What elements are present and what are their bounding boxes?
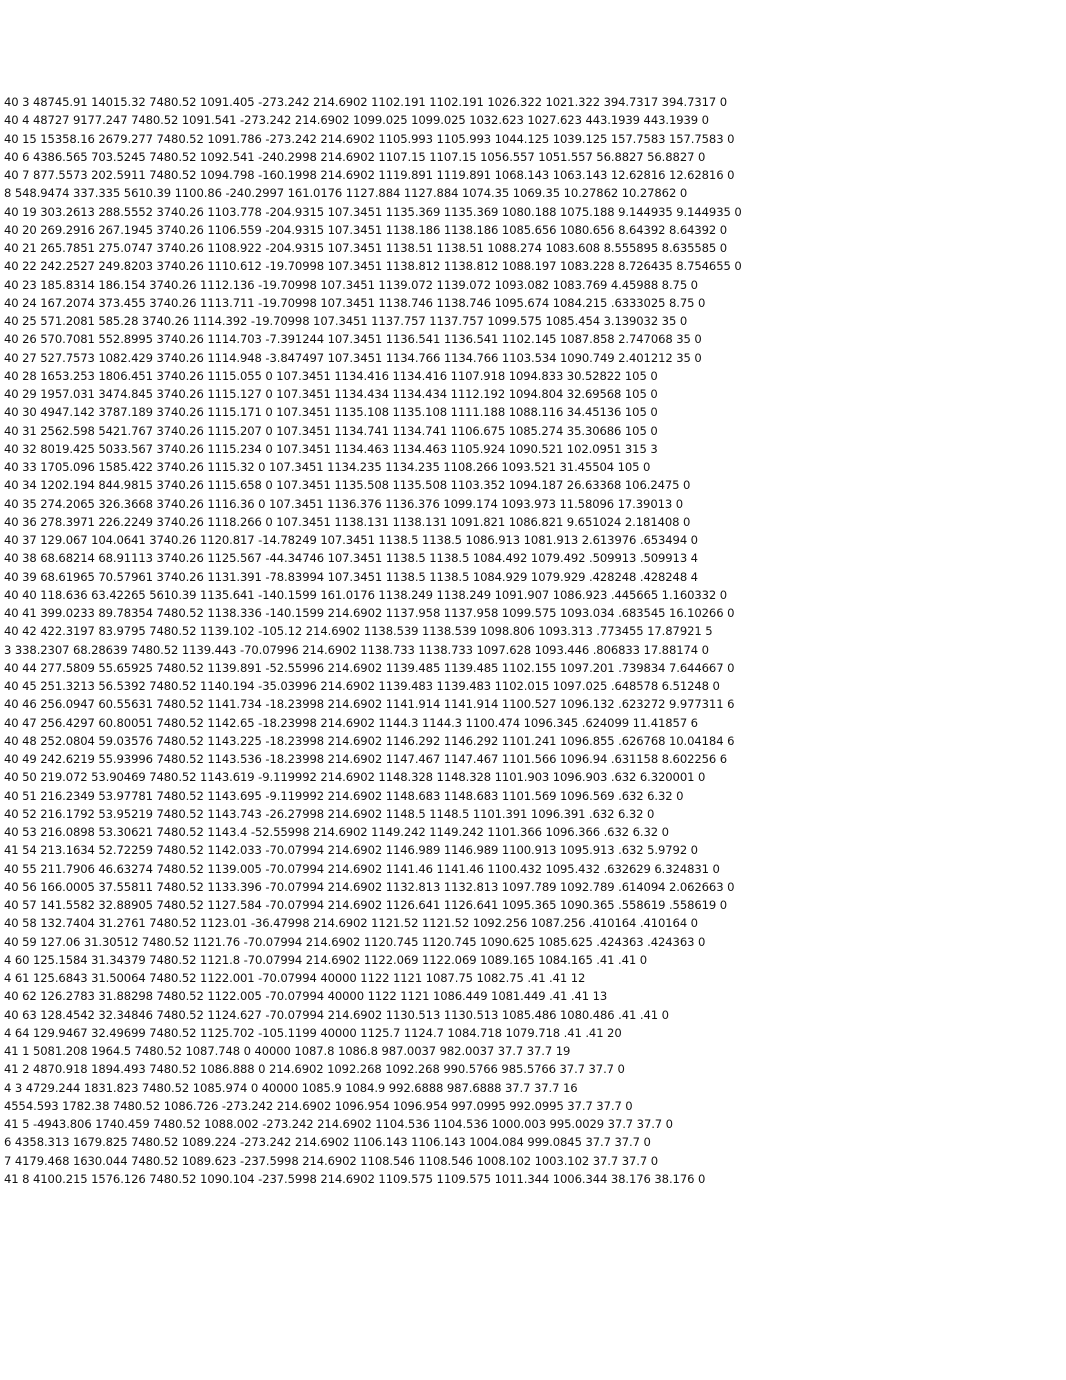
data-row: 40 51 216.2349 53.97781 7480.52 1143.695 -9.119992 214.6902 1148.683 1148.683 1101.569 1096.569 .632 6.32 0 bbox=[4, 788, 684, 803]
data-row: 40 41 399.0233 89.78354 7480.52 1138.336 -140.1599 214.6902 1137.958 1137.958 1099.575 1093.034 .683545 16.10266 0 bbox=[4, 606, 735, 620]
data-row: 41 54 213.1634 52.72259 7480.52 1142.033 -70.07994 214.6902 1146.989 1146.989 1100.913 1095.913 .632 5.9792 0 bbox=[4, 843, 698, 858]
data-row: 40 58 132.7404 31.2761 7480.52 1123.01 -36.47998 214.6902 1121.52 1121.52 1092.256 1087.256 .410164 .410164 0 bbox=[4, 916, 698, 931]
data-row: 40 53 216.0898 53.30621 7480.52 1143.4 -52.55998 214.6902 1149.242 1149.242 1101.366 1096.366 .632 6.32 0 bbox=[4, 825, 669, 839]
data-row: 40 56 166.0005 37.55811 7480.52 1133.396 -70.07994 214.6902 1132.813 1132.813 1097.789 1092.789 .614094 2.062663 0 bbox=[4, 879, 735, 894]
data-row: 40 59 127.06 31.30512 7480.52 1121.76 -70.07994 214.6902 1120.745 1120.745 1090.625 1085.625 .424363 .424363 0 bbox=[4, 934, 706, 949]
data-row: 40 4 48727 9177.247 7480.52 1091.541 -273.242 214.6902 1099.025 1099.025 1032.623 1027.623 443.1939 443.1939 0 bbox=[4, 113, 709, 128]
data-row: 41 8 4100.215 1576.126 7480.52 1090.104 -237.5998 214.6902 1109.575 1109.575 1011.344 1006.344 38.176 38.176 0 bbox=[4, 1171, 706, 1186]
data-row: 40 20 269.2916 267.1945 3740.26 1106.559 -204.9315 107.3451 1138.186 1138.186 1085.656 1080.656 8.64392 8.64392 0 bbox=[4, 222, 728, 237]
data-row: 40 45 251.3213 56.5392 7480.52 1140.194 -35.03996 214.6902 1139.483 1139.483 1102.015 1097.025 .648578 6.51248 0 bbox=[4, 679, 720, 693]
data-row: 40 40 118.636 63.42265 5610.39 1135.641 -140.1599 161.0176 1138.249 1138.249 1091.907 1086.923 .445665 1.160332 0 bbox=[4, 587, 728, 602]
data-row: 40 24 167.2074 373.455 3740.26 1113.711 -19.70998 107.3451 1138.746 1138.746 1095.674 1084.215 .6333025 8.75 0 bbox=[4, 295, 706, 310]
data-row: 40 52 216.1792 53.95219 7480.52 1143.743 -26.27998 214.6902 1148.5 1148.5 1101.391 1096.391 .632 6.32 0 bbox=[4, 806, 655, 821]
data-row: 40 36 278.3971 226.2249 3740.26 1118.266 0 107.3451 1138.131 1138.131 1091.821 1086.821 9.651024 2.181408 0 bbox=[4, 514, 691, 529]
data-row: 3 338.2307 68.28639 7480.52 1139.443 -70.07996 214.6902 1138.733 1138.733 1097.628 1093.446 .806833 17.88174 0 bbox=[4, 642, 709, 657]
data-row: 40 31 2562.598 5421.767 3740.26 1115.207 0 107.3451 1134.741 1134.741 1106.675 1085.274 35.30686 105 0 bbox=[4, 423, 658, 438]
data-row: 40 21 265.7851 275.0747 3740.26 1108.922 -204.9315 107.3451 1138.51 1138.51 1088.274 1083.608 8.555895 8.635585 0 bbox=[4, 241, 728, 255]
data-row: 40 35 274.2065 326.3668 3740.26 1116.36 0 107.3451 1136.376 1136.376 1099.174 1093.973 11.58096 17.39013 0 bbox=[4, 496, 684, 511]
data-row: 40 63 128.4542 32.34846 7480.52 1124.627 -70.07994 214.6902 1130.513 1130.513 1085.486 1080.486 .41 .41 0 bbox=[4, 1007, 669, 1022]
data-row: 40 22 242.2527 249.8203 3740.26 1110.612 -19.70998 107.3451 1138.812 1138.812 1088.197 1083.228 8.726435 8.754655 0 bbox=[4, 259, 742, 274]
data-row: 41 1 5081.208 1964.5 7480.52 1087.748 0 40000 1087.8 1086.8 987.0037 982.0037 37.7 37.7 19 bbox=[4, 1044, 571, 1058]
data-row: 40 46 256.0947 60.55631 7480.52 1141.734 -18.23998 214.6902 1141.914 1141.914 1100.527 1096.132 .623272 9.977311 6 bbox=[4, 697, 735, 712]
data-row: 40 33 1705.096 1585.422 3740.26 1115.32 0 107.3451 1134.235 1134.235 1108.266 1093.521 31.45504 105 0 bbox=[4, 460, 651, 474]
data-row: 41 5 -4943.806 1740.459 7480.52 1088.002 -273.242 214.6902 1104.536 1104.536 1000.003 995.0029 37.7 37.7 0 bbox=[4, 1117, 673, 1131]
data-row: 40 55 211.7906 46.63274 7480.52 1139.005 -70.07994 214.6902 1141.46 1141.46 1100.432 1095.432 .632629 6.324831 0 bbox=[4, 861, 720, 876]
data-row: 40 15 15358.16 2679.277 7480.52 1091.786 -273.242 214.6902 1105.993 1105.993 1044.125 1039.125 157.7583 157.7583 0 bbox=[4, 131, 735, 146]
data-row: 40 32 8019.425 5033.567 3740.26 1115.234 0 107.3451 1134.463 1134.463 1105.924 1090.521 102.0951 315 3 bbox=[4, 441, 658, 456]
data-row: 40 47 256.4297 60.80051 7480.52 1142.65 -18.23998 214.6902 1144.3 1144.3 1100.474 1096.345 .624099 11.41857 6 bbox=[4, 715, 698, 730]
data-row: 40 57 141.5582 32.88905 7480.52 1127.584 -70.07994 214.6902 1126.641 1126.641 1095.365 1090.365 .558619 .558619 0 bbox=[4, 898, 728, 912]
data-row: 4 61 125.6843 31.50064 7480.52 1122.001 -70.07994 40000 1122 1121 1087.75 1082.75 .41 .41 12 bbox=[4, 971, 586, 985]
data-row: 40 44 277.5809 55.65925 7480.52 1139.891 -52.55996 214.6902 1139.485 1139.485 1102.155 1097.201 .739834 7.644667 0 bbox=[4, 660, 735, 675]
data-row: 40 27 527.7573 1082.429 3740.26 1114.948 -3.847497 107.3451 1134.766 1134.766 1103.534 1090.749 2.401212 35 0 bbox=[4, 350, 702, 365]
data-row: 40 3 48745.91 14015.32 7480.52 1091.405 -273.242 214.6902 1102.191 1102.191 1026.322 1021.322 394.7317 394.7317 0 bbox=[4, 95, 728, 109]
data-row: 40 39 68.61965 70.57961 3740.26 1131.391 -78.83994 107.3451 1138.5 1138.5 1084.929 1079.929 .428248 .428248 4 bbox=[4, 569, 698, 584]
data-row: 6 4358.313 1679.825 7480.52 1089.224 -273.242 214.6902 1106.143 1106.143 1004.084 999.0845 37.7 37.7 0 bbox=[4, 1135, 651, 1150]
data-row: 40 7 877.5573 202.5911 7480.52 1094.798 -160.1998 214.6902 1119.891 1119.891 1068.143 1063.143 12.62816 12.62816 0 bbox=[4, 168, 735, 182]
data-row: 7 4179.468 1630.044 7480.52 1089.623 -237.5998 214.6902 1108.546 1108.546 1008.102 1003.102 37.7 37.7 0 bbox=[4, 1153, 658, 1168]
data-row: 40 48 252.0804 59.03576 7480.52 1143.225 -18.23998 214.6902 1146.292 1146.292 1101.241 1096.855 .626768 10.04184 6 bbox=[4, 733, 735, 748]
data-row: 40 23 185.8314 186.154 3740.26 1112.136 -19.70998 107.3451 1139.072 1139.072 1093.082 1083.769 4.45988 8.75 0 bbox=[4, 277, 698, 292]
data-row: 40 29 1957.031 3474.845 3740.26 1115.127 0 107.3451 1134.434 1134.434 1112.192 1094.804 32.69568 105 0 bbox=[4, 387, 658, 401]
data-row: 41 2 4870.918 1894.493 7480.52 1086.888 0 214.6902 1092.268 1092.268 990.5766 985.5766 37.7 37.7 0 bbox=[4, 1062, 625, 1077]
data-row: 4 64 129.9467 32.49699 7480.52 1125.702 -105.1199 40000 1125.7 1124.7 1084.718 1079.718 .41 .41 20 bbox=[4, 1025, 622, 1040]
data-row: 40 37 129.067 104.0641 3740.26 1120.817 -14.78249 107.3451 1138.5 1138.5 1086.913 1081.913 2.613976 .653494 0 bbox=[4, 533, 698, 547]
data-row: 40 6 4386.565 703.5245 7480.52 1092.541 -240.2998 214.6902 1107.15 1107.15 1056.557 1051.557 56.8827 56.8827 0 bbox=[4, 149, 706, 164]
data-row: 40 34 1202.194 844.9815 3740.26 1115.658 0 107.3451 1135.508 1135.508 1103.352 1094.187 26.63368 106.2475 0 bbox=[4, 478, 691, 493]
data-row: 40 26 570.7081 552.8995 3740.26 1114.703 -7.391244 107.3451 1136.541 1136.541 1102.145 1087.858 2.747068 35 0 bbox=[4, 332, 702, 347]
data-row: 40 30 4947.142 3787.189 3740.26 1115.171 0 107.3451 1135.108 1135.108 1111.188 1088.116 34.45136 105 0 bbox=[4, 405, 658, 420]
data-row: 4 60 125.1584 31.34379 7480.52 1121.8 -70.07994 214.6902 1122.069 1122.069 1089.165 1084.165 .41 .41 0 bbox=[4, 952, 648, 967]
data-listing bbox=[4, 93, 1062, 1188]
data-row: 40 28 1653.253 1806.451 3740.26 1115.055 0 107.3451 1134.416 1134.416 1107.918 1094.833 30.52822 105 0 bbox=[4, 368, 658, 383]
data-row: 4 3 4729.244 1831.823 7480.52 1085.974 0 40000 1085.9 1084.9 992.6888 987.6888 37.7 37.7 16 bbox=[4, 1080, 578, 1095]
data-row: 4554.593 1782.38 7480.52 1086.726 -273.242 214.6902 1096.954 1096.954 997.0995 992.0995 37.7 37.7 0 bbox=[4, 1098, 633, 1113]
data-row: 40 62 126.2783 31.88298 7480.52 1122.005 -70.07994 40000 1122 1121 1086.449 1081.449 .41 .41 13 bbox=[4, 989, 608, 1004]
data-row: 40 42 422.3197 83.9795 7480.52 1139.102 -105.12 214.6902 1138.539 1138.539 1098.806 1093.313 .773455 17.87921 5 bbox=[4, 624, 713, 639]
data-row: 40 25 571.2081 585.28 3740.26 1114.392 -19.70998 107.3451 1137.757 1137.757 1099.575 1085.454 3.139032 35 0 bbox=[4, 314, 688, 328]
data-row: 40 38 68.68214 68.91113 3740.26 1125.567 -44.34746 107.3451 1138.5 1138.5 1084.492 1079.492 .509913 .509913 4 bbox=[4, 551, 698, 566]
data-row: 40 19 303.2613 288.5552 3740.26 1103.778 -204.9315 107.3451 1135.369 1135.369 1080.188 1075.188 9.144935 9.144935 0 bbox=[4, 204, 742, 219]
data-row: 8 548.9474 337.335 5610.39 1100.86 -240.2997 161.0176 1127.884 1127.884 1074.35 1069.35 10.27862 10.27862 0 bbox=[4, 186, 688, 201]
data-row: 40 50 219.072 53.90469 7480.52 1143.619 -9.119992 214.6902 1148.328 1148.328 1101.903 1096.903 .632 6.320001 0 bbox=[4, 770, 706, 785]
data-row: 40 49 242.6219 55.93996 7480.52 1143.536 -18.23998 214.6902 1147.467 1147.467 1101.566 1096.94 .631158 8.602256 6 bbox=[4, 752, 728, 766]
